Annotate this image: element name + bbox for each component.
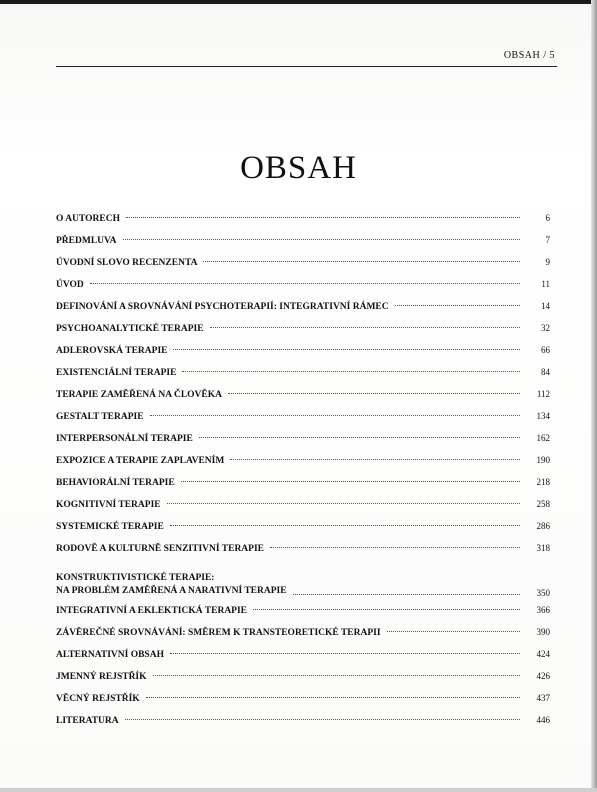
dot-leader: [210, 326, 520, 328]
toc-entry[interactable]: [56, 410, 550, 432]
toc-entry[interactable]: [56, 542, 550, 564]
toc-entry-page: 162: [536, 433, 550, 443]
toc-entry-title: ÚVODNÍ SLOVO RECENZENTA: [56, 258, 198, 268]
toc-entry[interactable]: [56, 322, 550, 344]
toc-entry[interactable]: [56, 714, 550, 736]
toc-entry-title: EXISTENCIÁLNÍ TERAPIE: [56, 368, 177, 378]
toc-entry-title: ZÁVĚREČNÉ SROVNÁVÁNÍ: SMĚREM K TRANSTEORETICKÉ TERAPII: [56, 628, 381, 638]
dot-leader: [170, 524, 520, 526]
toc-entry-page: 66: [541, 345, 550, 355]
dot-leader: [387, 630, 520, 632]
dot-leader: [230, 458, 520, 460]
toc-entry-title: DEFINOVÁNÍ A SROVNÁVÁNÍ PSYCHOTERAPIÍ: INTEGRATIVNÍ RÁMEC: [56, 302, 389, 312]
toc-entry-page: 258: [536, 499, 550, 509]
dot-leader: [173, 348, 520, 350]
dot-leader: [203, 260, 520, 262]
dot-leader: [228, 392, 520, 394]
toc-entry[interactable]: [56, 388, 550, 410]
toc-entry-page: 286: [536, 521, 550, 531]
running-head: [56, 44, 557, 67]
dot-leader: [181, 480, 520, 482]
toc-entry-page: 14: [541, 301, 550, 311]
toc-entry-title: ALTERNATIVNÍ OBSAH: [56, 650, 164, 660]
toc-entry-page: 9: [545, 257, 550, 267]
toc-entry[interactable]: [56, 454, 550, 476]
toc-entry-title: JMENNÝ REJSTŘÍK: [56, 672, 147, 682]
toc-entry-title: VĚCNÝ REJSTŘÍK: [56, 694, 140, 704]
toc-entry[interactable]: [56, 278, 550, 300]
dot-leader: [199, 436, 520, 438]
toc-entry[interactable]: [56, 604, 550, 626]
toc-entry-title: INTERPERSONÁLNÍ TERAPIE: [56, 434, 193, 444]
toc-entry-title: LITERATURA: [56, 716, 119, 726]
dot-leader: [123, 238, 520, 240]
dot-leader: [167, 502, 520, 504]
dot-leader: [253, 608, 520, 610]
toc-entry-page: 112: [536, 389, 550, 399]
toc-entry-title: EXPOZICE A TERAPIE ZAPLAVENÍM: [56, 456, 225, 466]
toc-entry-page: 366: [536, 605, 550, 615]
toc-entry[interactable]: [56, 692, 550, 714]
running-head-text: OBSAH / 5: [503, 50, 555, 61]
page-title: OBSAH: [240, 150, 357, 186]
toc-entry[interactable]: [56, 564, 550, 604]
toc-entry[interactable]: [56, 476, 550, 498]
dot-leader: [170, 652, 520, 654]
toc-entry-page: 84: [541, 367, 550, 377]
toc-entry-page: 6: [545, 213, 550, 223]
toc-entry-title: ÚVOD: [56, 280, 84, 290]
toc-entry[interactable]: [56, 212, 550, 234]
dot-leader: [146, 696, 520, 698]
toc-entry-title: SYSTEMICKÉ TERAPIE: [56, 522, 164, 532]
scan-edge-right: [591, 0, 597, 792]
toc-entry[interactable]: [56, 344, 550, 366]
toc-entry-title: PŘEDMLUVA: [56, 236, 117, 246]
toc-entry[interactable]: [56, 626, 550, 648]
toc-entry-title: O AUTORECH: [56, 214, 120, 224]
toc-entry-title: ADLEROVSKÁ TERAPIE: [56, 346, 168, 356]
toc-entry[interactable]: [56, 300, 550, 322]
toc-entry-page: 218: [536, 477, 550, 487]
dot-leader: [153, 674, 520, 676]
toc-entry-page: 426: [536, 671, 550, 681]
toc-entry[interactable]: [56, 648, 550, 670]
scan-edge-top: [0, 0, 597, 4]
toc-entry-page: 11: [541, 279, 550, 289]
toc-entry[interactable]: [56, 234, 550, 256]
dot-leader: [150, 414, 520, 416]
toc-entry-title: RODOVĚ A KULTURNĚ SENZITIVNÍ TERAPIE: [56, 544, 265, 554]
toc-entry-title-line-1: KONSTRUKTIVISTICKÉ TERAPIE:: [56, 573, 215, 583]
toc-entry-page: 437: [536, 693, 550, 703]
dot-leader: [90, 282, 520, 284]
toc-entry-title: BEHAVIORÁLNÍ TERAPIE: [56, 478, 175, 488]
table-of-contents: [56, 212, 550, 736]
dot-leader: [125, 718, 520, 720]
toc-entry[interactable]: [56, 256, 550, 278]
scan-edge-bottom: [0, 788, 597, 792]
toc-entry[interactable]: [56, 670, 550, 692]
dot-leader: [293, 593, 520, 595]
toc-entry[interactable]: [56, 520, 550, 542]
toc-entry-page: 318: [536, 543, 550, 553]
toc-entry-title: PSYCHOANALYTICKÉ TERAPIE: [56, 324, 204, 334]
toc-entry-page: 134: [536, 411, 550, 421]
toc-entry-title: INTEGRATIVNÍ A EKLEKTICKÁ TERAPIE: [56, 606, 248, 616]
toc-entry-page: 446: [536, 715, 550, 725]
toc-entry-title: GESTALT TERAPIE: [56, 412, 144, 422]
toc-entry-page: 32: [541, 323, 550, 333]
toc-entry-page: 424: [536, 649, 550, 659]
dot-leader: [395, 304, 520, 306]
dot-leader: [126, 216, 520, 218]
toc-entry[interactable]: [56, 498, 550, 520]
toc-entry-page: 7: [545, 235, 550, 245]
toc-entry-page: 190: [536, 455, 550, 465]
dot-leader: [270, 546, 520, 548]
toc-entry-title: [56, 572, 287, 598]
toc-entry[interactable]: [56, 432, 550, 454]
dot-leader: [182, 370, 520, 372]
toc-entry-title: TERAPIE ZAMĚŘENÁ NA ČLOVĚKA: [56, 390, 223, 400]
toc-entry-page: 390: [536, 627, 550, 637]
toc-entry[interactable]: [56, 366, 550, 388]
toc-entry-page: 350: [536, 588, 550, 598]
toc-entry-title-line-2: NA PROBLÉM ZAMĚŘENÁ A NARATIVNÍ TERAPIE: [56, 586, 287, 596]
toc-entry-title: KOGNITIVNÍ TERAPIE: [56, 500, 161, 510]
